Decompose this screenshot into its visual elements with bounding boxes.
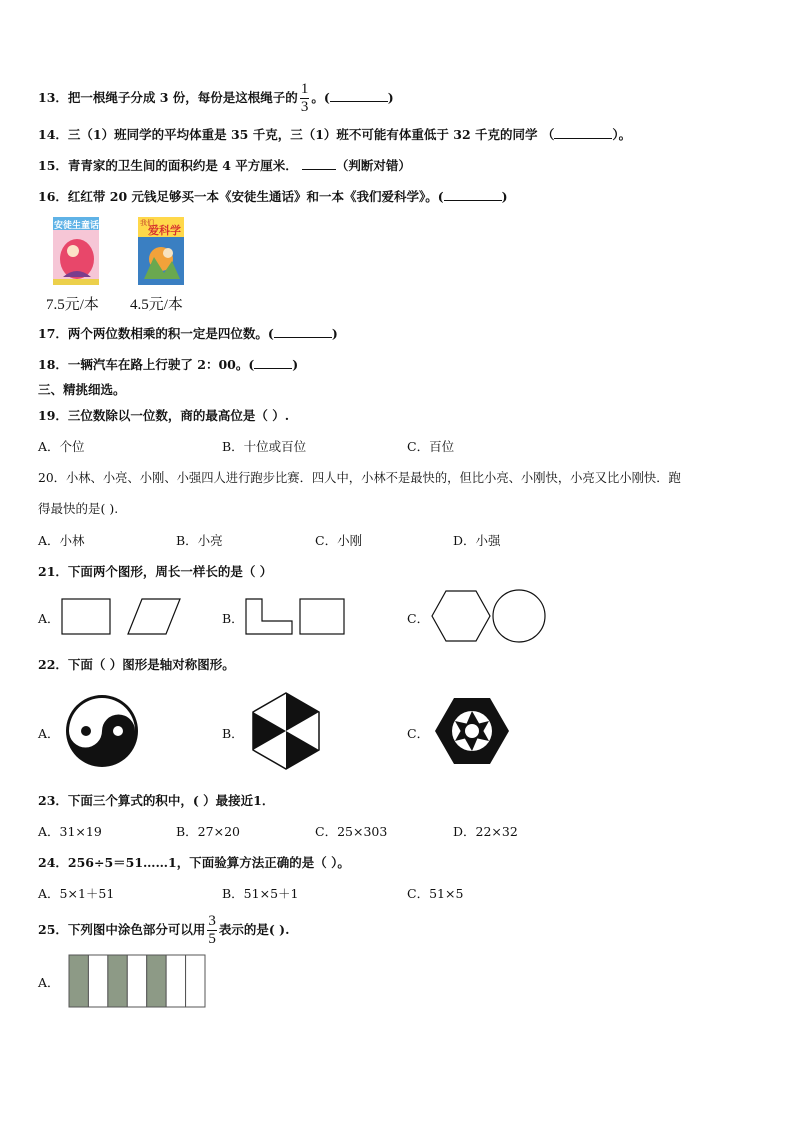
blank-stripe bbox=[186, 955, 205, 1007]
q20-option-a[interactable]: A．小林 bbox=[38, 533, 85, 548]
question-13: 13．把一根绳子分成 3 份，每份是这根绳子的 $\frac{1}{3}$ 。( ) bbox=[38, 81, 394, 115]
q22-option-b[interactable]: B． bbox=[222, 726, 244, 741]
hexagon-triangles-icon bbox=[249, 691, 323, 771]
blank-stripe bbox=[166, 955, 185, 1007]
question-18: 18．一辆汽车在路上行驶了 2：00。( ) bbox=[38, 357, 299, 372]
blank-stripe bbox=[127, 955, 146, 1007]
q19-option-a[interactable]: A．个位 bbox=[38, 439, 85, 454]
blank-stripe bbox=[88, 955, 107, 1007]
q19-option-c[interactable]: C．百位 bbox=[407, 439, 455, 454]
answer-blank[interactable] bbox=[254, 368, 292, 369]
q21-square-parallelogram-figure bbox=[60, 596, 184, 638]
q19-option-b[interactable]: B．十位或百位 bbox=[222, 439, 307, 454]
q20-option-d[interactable]: D．小强 bbox=[453, 533, 501, 548]
q24-option-a[interactable]: A．5×1＋51 bbox=[38, 886, 115, 901]
q21-option-b[interactable]: B． bbox=[222, 611, 244, 626]
question-16: 16．红红带 20 元钱足够买一本《安徒生通话》和一本《我们爱科学》。( ) bbox=[38, 189, 508, 204]
q23-option-d[interactable]: D．22×32 bbox=[453, 824, 518, 839]
q25-striped-rectangle-figure bbox=[67, 953, 207, 1009]
q13-fraction: $\frac{1}{3}$ bbox=[300, 81, 309, 115]
question-20-line1: 20．小林、小亮、小刚、小强四人进行跑步比赛．四人中，小林不是最快的，但比小亮、小刚快，小亮又比小刚快．跑 bbox=[38, 471, 681, 485]
answer-blank[interactable] bbox=[554, 138, 612, 139]
answer-blank[interactable] bbox=[274, 337, 332, 338]
q23-option-b[interactable]: B．27×20 bbox=[176, 824, 240, 839]
q21-l-shape-square-figure bbox=[244, 596, 348, 638]
question-17: 17．两个两位数相乘的积一定是四位数。( ) bbox=[38, 326, 338, 341]
answer-blank[interactable] bbox=[444, 200, 502, 201]
q24-option-c[interactable]: C．51×5 bbox=[407, 886, 464, 901]
q21-option-c[interactable]: C． bbox=[407, 611, 430, 626]
question-24: 24．256÷5＝51……1，下面验算方法正确的是（ ）。 bbox=[38, 855, 350, 870]
q22-option-a[interactable]: A． bbox=[38, 726, 60, 741]
shaded-stripe bbox=[147, 955, 166, 1007]
q22-option-c[interactable]: C． bbox=[407, 726, 430, 741]
section-heading: 三、精挑细选。 bbox=[38, 382, 126, 397]
question-25: 25．下列图中涂色部分可以用 $\frac{3}{5}$ 表示的是( ). bbox=[38, 913, 290, 947]
shaded-stripe bbox=[108, 955, 127, 1007]
question-23: 23．下面三个算式的积中，( ）最接近1． bbox=[38, 793, 275, 808]
yin-yang-icon bbox=[63, 693, 141, 769]
shaded-stripe bbox=[69, 955, 88, 1007]
question-20-line2: 得最快的是( ). bbox=[38, 501, 119, 516]
question-21: 21．下面两个图形，周长一样长的是（ ） bbox=[38, 564, 273, 579]
book1-price: 7.5元/本 bbox=[46, 297, 99, 313]
answer-blank[interactable] bbox=[330, 101, 388, 102]
book-cover-science bbox=[138, 217, 184, 285]
question-19: 19．三位数除以一位数，商的最高位是（ ）. bbox=[38, 408, 290, 423]
book-cover-andersen bbox=[53, 217, 99, 285]
q20-option-b[interactable]: B．小亮 bbox=[176, 533, 223, 548]
book2-cover-title: 爱科学 bbox=[148, 224, 181, 237]
q23-option-a[interactable]: A．31×19 bbox=[38, 824, 102, 839]
q21-option-a[interactable]: A． bbox=[38, 611, 60, 626]
q25-fraction: $\frac{3}{5}$ bbox=[208, 913, 216, 947]
question-14: 14．三（1）班同学的平均体重是 35 千克，三（1）班不可能有体重低于 32 千克的同学 （ ）。 bbox=[38, 127, 632, 142]
book1-cover-title: 安徒生童话 bbox=[54, 221, 100, 231]
answer-blank[interactable] bbox=[302, 169, 336, 170]
q13-text: 13．把一根绳子分成 3 份，每份是这根绳子的 bbox=[38, 90, 298, 105]
q23-option-c[interactable]: C．25×303 bbox=[315, 824, 388, 839]
question-15: 15．青青家的卫生间的面积约是 4 平方厘米． （判断对错） bbox=[38, 158, 411, 173]
question-22: 22．下面（ ）图形是轴对称图形。 bbox=[38, 657, 235, 672]
book2-cover-small-title: 我们 bbox=[140, 219, 154, 227]
q25-option-a[interactable]: A． bbox=[38, 975, 60, 990]
aperture-hexagon-icon bbox=[434, 696, 510, 766]
q20-option-c[interactable]: C．小刚 bbox=[315, 533, 363, 548]
book2-price: 4.5元/本 bbox=[130, 297, 183, 313]
q24-option-b[interactable]: B．51×5＋1 bbox=[222, 886, 299, 901]
q21-hexagon-circle-figure bbox=[430, 588, 550, 644]
